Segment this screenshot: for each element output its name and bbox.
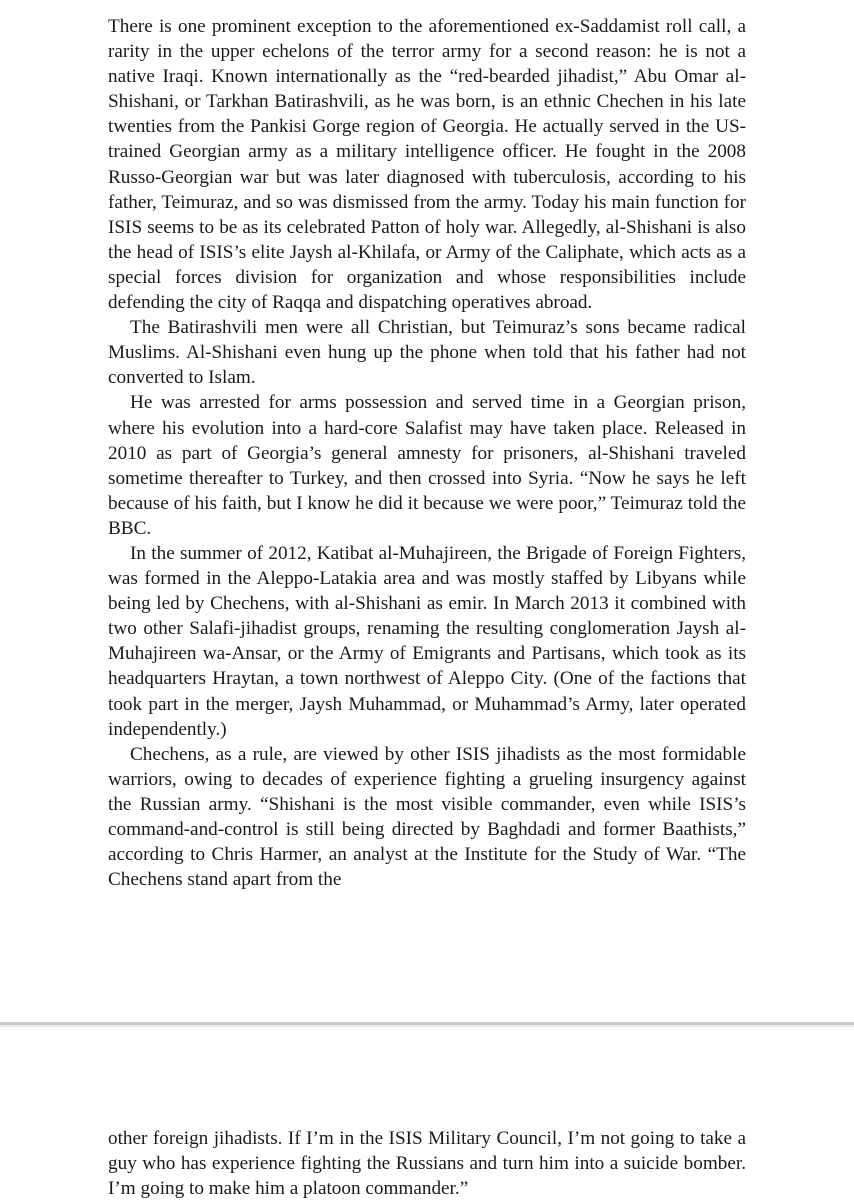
paragraph: The Batirashvili men were all Christian, but Teimuraz’s sons became radical Muslims. Al-Shishani even hung up the phone when told that his father had not converted to Islam. xyxy=(108,317,746,389)
paragraph: He was arrested for arms possession and served time in a Georgian prison, where his evolution into a hard-core Salafist may have taken place. Released in 2010 as part of Georgia’s general amnesty for prisoners, al-Shishani traveled sometime thereafter to Turkey, and then crossed into Syria. “Now he says he left because of his faith, but I know he did it because we were poor,” Teimuraz told the BBC. xyxy=(108,392,746,539)
paragraph: In the summer of 2012, Katibat al-Muhajireen, the Brigade of Foreign Fighters, was formed in the Aleppo-Latakia area and was mostly staffed by Libyans while being led by Chechens, with al-Shishani as emir. In March 2013 it combined with two other Salafi-jihadist groups, renaming the resulting conglomeration Jaysh al-Muhajireen wa-Ansar, or the Army of Emigrants and Partisans, which took as its headquarters Hraytan, a town northwest of Aleppo City. (One of the factions that took part in the merger, Jaysh Muhammad, or Muhammad’s Army, later operated independently.) xyxy=(108,542,746,740)
continuation-text xyxy=(108,1126,746,1201)
paragraph: Chechens, as a rule, are viewed by other ISIS jihadists as the most formidable warriors, owing to decades of experience fighting a grueling insurgency against the Russian army. “Shishani is the most visible commander, even while ISIS’s command-and-control is still being directed by Baghdadi and former Baathists,” according to Chris Harmer, an analyst at the Institute for the Study of War. “The Chechens stand apart from the xyxy=(108,743,746,891)
paragraph: other foreign jihadists. If I’m in the ISIS Military Council, I’m not going to take a guy who has experience fighting the Russians and turn him into a suicide bomber. I’m going to make him a platoon commander.” xyxy=(108,1128,746,1200)
paragraph: There is one prominent exception to the aforementioned ex-Saddamist roll call, a rarity in the upper echelons of the terror army for a second reason: he is not a native Iraqi. Known internationally as the “red-bearded jihadist,” Abu Omar al-Shishani, or Tarkhan Batirashvili, as he was born, is an ethnic Chechen in his late twenties from the Pankisi Gorge region of Georgia. He actually served in the US-trained Georgian army as a military intelligence officer. He fought in the 2008 Russo-Georgian war but was later diagnosed with tuberculosis, according to his father, Teimuraz, and so was dismissed from the army. Today his main function for ISIS seems to be as its celebrated Patton of holy war. Allegedly, al-Shishani is also the head of ISIS’s elite Jaysh al-Khilafa, or Army of the Caliphate, which acts as a special forces division for organization and whose responsibilities include defending the city of Raqqa and dispatching operatives abroad. xyxy=(108,16,746,314)
body-text xyxy=(108,14,746,892)
